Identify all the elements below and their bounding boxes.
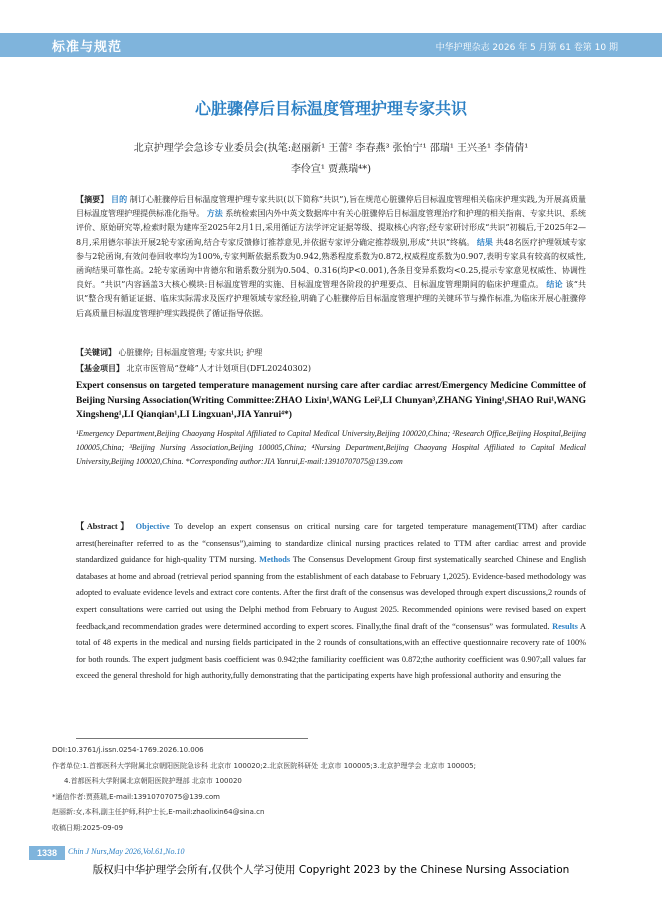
doi-line: DOI:10.3761/j.issn.0254-1769.2026.10.006	[52, 746, 204, 754]
results-text: 共48名医疗护理领域专家参与2轮函询,有效问卷回收率均为100%,专家判断依据系数为0.942,熟悉程度系数为0.872,权威程度系数为0.907,表明专家具有较高的权威性,函询结果可靠性高。2轮专家函询中肯德尔和谐系数分别为0.504、0.316(均P<0.001),各条目变异系数均<0.25,提示专家意见权威性、协调性良好。“共识”内容涵盖3大核心模块:目标温度管理的实施、目标温度管理各阶段的护理要点、目标温度管理期间的临床护理重点。	[76, 237, 587, 290]
corresponding-author: *通信作者:贾燕瑞,E-mail:13910707075@139.com	[52, 792, 220, 801]
article-title: 心脏骤停后目标温度管理护理专家共识	[194, 99, 467, 118]
objective-en-text: To develop an expert consensus on critical nursing care for targeted temperature management(TTM) after cardiac arrest(hereinafter referred to as the “consensus”),aiming to standardize clinical nursing practices related to TTM after cardiac arrest and provide standardized guidance for high-quality TTM nursing.	[76, 522, 586, 565]
results-label: 结果	[476, 237, 493, 247]
objective-en-label: Objective	[135, 522, 170, 531]
funding-chinese	[76, 363, 586, 374]
methods-en-text: The Consensus Development Group first systematically searched Chinese and English databases at home and abroad (retrieval period spanning from the establishment of each database to February 1,2025). Evidence-based methodology was adopted to evaluate evidence levels and extract core contents. After the first draft of the consensus was developed through expert discussions,2 rounds of expert consultations were carried out using the Delphi method from February to August 2025. Recommended opinions were revised based on expert feedback,and recommendation grades were determined according to expert scores. Finally,the final draft of the “consensus” was formulated.	[76, 555, 586, 631]
methods-label: 方法	[206, 209, 223, 219]
conclusion-label: 结论	[546, 280, 563, 290]
keywords-text: 心脏骤停; 目标温度管理; 专家共识; 护理	[118, 348, 263, 357]
abstract-en-label: 【Abstract】	[76, 522, 132, 531]
results-en-text: A total of 48 experts in the medical and nursing fields participated in the 2 rounds of consultations,with an effective questionnaire recovery rate of 100% for both rounds. The expert judgment basis coefficient was 0.942;the familiarity coefficient was 0.872;the authority coefficient was 0.907;all values far exceed the general threshold for high authority,fully demonstrating that the participating experts have high professional authority and ensuring the	[76, 621, 586, 681]
author-list	[58, 138, 604, 180]
objective-label: 目的	[110, 195, 128, 204]
first-author-info: 赵丽新:女,本科,副主任护师,科护士长,E-mail:zhaolixin64@sina.cn	[52, 808, 265, 816]
section-tag: 标准与规范	[52, 40, 123, 55]
footnotes	[52, 743, 612, 836]
abstract-english	[76, 519, 586, 685]
keywords-chinese	[76, 347, 586, 358]
author-line-2: 李伶宣¹ 贾燕瑞⁴*)	[290, 164, 372, 175]
abstract-label: 【摘要】	[76, 195, 109, 204]
funding-text: 北京市医管局“登峰”人才计划项目(DFL20240302)	[126, 364, 311, 373]
page-number: 1338	[29, 846, 65, 860]
funding-label: 【基金项目】	[76, 364, 124, 373]
received-date: 收稿日期:2025-09-09	[52, 823, 124, 832]
author-units-line-1: 作者单位:1.首都医科大学附属北京朝阳医院急诊科 北京市 100020;2.北京医院科研处 北京市 100005;3.北京护理学会 北京市 100005;	[52, 761, 476, 770]
copyright-notice: 版权归中华护理学会所有,仅供个人学习使用 Copyright 2023 by the Chinese Nursing Association	[92, 864, 570, 876]
objective-text: 制订心脏骤停后目标温度管理护理专家共识(以下简称“共识”),旨在规范心脏骤停后目标温度管理相关临床护理实践,为开展高质量目标温度管理护理提供标准化指导。	[76, 195, 587, 219]
author-line-1: 北京护理学会急诊专业委员会(执笔:赵丽新¹ 王蕾² 李春燕³ 张怡宁¹ 邵瑞¹ 王兴圣¹ 李倩倩¹	[133, 143, 529, 154]
author-units-line-2: 4.首都医科大学附属北京朝阳医院护理部 北京市 100020	[64, 777, 242, 785]
abstract-chinese	[76, 193, 586, 321]
english-affiliations: ¹Emergency Department,Beijing Chaoyang Hospital Affiliated to Capital Medical University,Beijing 100020,China; ²Research Office,Beijing Hospital,Beijing 100005,China; ³Beijing Nursing Association,Beijing 100005,China; ⁴Nursing Department,Beijing Chaoyang Hospital Affiliated to Capital Medical University,Beijing 100020,China. *Corresponding author:JIA Yanrui,E-mail:13910707075@139.com	[76, 429, 586, 466]
journal-issue-info: 中华护理杂志 2026 年 5 月第 61 卷第 10 期	[435, 43, 618, 53]
results-en-label: Results	[552, 621, 578, 631]
methods-en-label: Methods	[259, 555, 291, 565]
conclusion-text: 该“共识”整合现有循证证据、临床实际需求及医疗护理领域专家经验,明确了心脏骤停后目标温度管理护理的关键环节与操作标准,为临床开展心脏骤停后高质量目标温度管理护理实践提供了循证指导依据。	[76, 280, 587, 318]
english-title-block: Expert consensus on targeted temperature management nursing care after cardiac arrest/Emergency Medicine Committee of Beijing Nursing Association(Writing Committee:ZHAO Lixin¹,WANG Lei²,LI Chunyan³,ZHANG Yining¹,SHAO Rui¹,WANG Xingsheng¹,LI Qianqian¹,LI Lingxuan¹,JIA Yanrui⁴*)	[76, 381, 586, 420]
methods-text: 系统检索国内外中英文数据库中有关心脏骤停后目标温度管理治疗和护理的相关指南、专家共识、系统评价、原始研究等,检索时限为建库至2025年2月1日,采用循证方法学评定证据等级、提取核心内容;经专家研讨形成“共识”初稿后,于2025年2—8月,采用德尔菲法开展2轮专家函询,结合专家反馈修订推荐意见,并依据专家评分确定推荐级别,形成“共识”终稿。	[76, 209, 587, 247]
footnote-divider	[76, 738, 308, 739]
keywords-label: 【关键词】	[76, 348, 116, 357]
footer-citation: Chin J Nurs,May 2026,Vol.61,No.10	[68, 847, 185, 856]
